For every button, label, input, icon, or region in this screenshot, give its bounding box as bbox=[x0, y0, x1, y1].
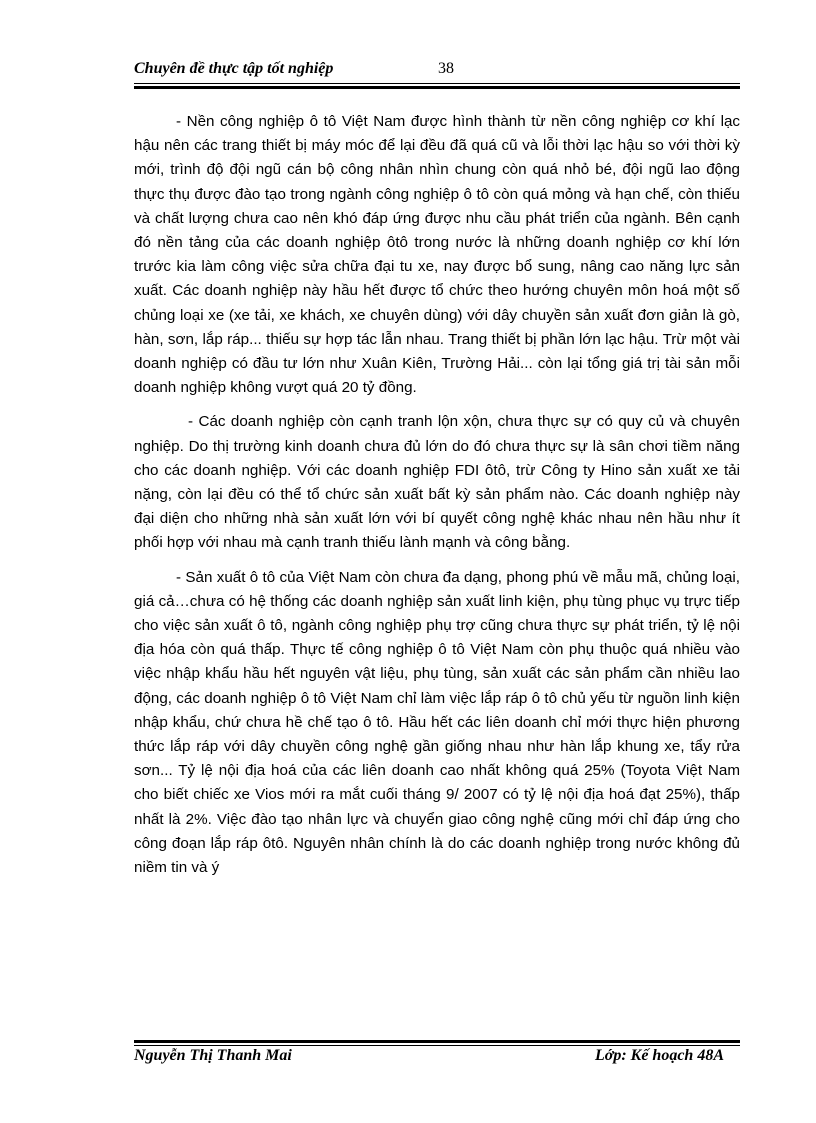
header-rule-thick bbox=[134, 86, 740, 89]
document-body bbox=[134, 110, 740, 890]
paragraph-2: - Các doanh nghiệp còn cạnh tranh lộn xộn, chưa thực sự có quy củ và chuyên nghiệp. Do thị trường kinh doanh chưa đủ lớn do đó chưa thực sự là sân chơi tiềm năng cho các doanh nghiệp. Với các doanh nghiệp FDI ôtô, trừ Công ty Hino sản xuất xe tải nặng, còn lại đều có thể tổ chức sản xuất bất kỳ sản phẩm nào. Các doanh nghiệp này đại diện cho những nhà sản xuất lớn với bí quyết công nghệ khác nhau nên hầu như ít phối hợp với nhau mà cạnh tranh thiếu lành mạnh và công bằng. bbox=[134, 413, 740, 552]
footer-author: Nguyễn Thị Thanh Mai bbox=[134, 1047, 292, 1064]
page-number: 38 bbox=[438, 60, 454, 77]
footer-rule-thin bbox=[134, 1045, 740, 1046]
paragraph-3: - Sản xuất ô tô của Việt Nam còn chưa đa dạng, phong phú về mẫu mã, chủng loại, giá cả…chưa có hệ thống các doanh nghiệp sản xuất linh kiện, phụ tùng phục vụ trực tiếp cho việc sản xuất ô tô, ngành công nghiệp phụ trợ cũng chưa thực sự phát triển, tỷ lệ nội địa hóa còn quá thấp. Thực tế công nghiệp ô tô Việt Nam còn phụ thuộc quá nhiều vào việc nhập khẩu hầu hết nguyên vật liệu, phụ tùng, sản xuất các sản phẩm cần nhiều lao động, các doanh nghiệp ô tô Việt Nam chỉ làm việc lắp ráp ô tô chủ yếu từ nguồn linh kiện nhập khẩu, chứ chưa hề chế tạo ô tô. Hầu hết các liên doanh chỉ mới thực hiện phương thức lắp ráp với dây chuyền công nghệ gần giống nhau như hàn lắp khung xe, tẩy rửa sơn... Tỷ lệ nội địa hoá của các liên doanh cao nhất không quá 25% (Toyota Việt Nam cho biết chiếc xe Vios mới ra mắt cuối tháng 9/ 2007 có tỷ lệ nội địa hoá đạt 25%), thấp nhất là 2%. Việc đào tạo nhân lực và chuyển giao công nghệ cũng mới chỉ đáp ứng cho công đoạn lắp ráp ôtô. Nguyên nhân chính là do các doanh nghiệp trong nước không đủ niềm tin và ý bbox=[134, 568, 740, 877]
footer-class: Lớp: Kế hoạch 48A bbox=[594, 1047, 724, 1064]
paragraph-1: - Nền công nghiệp ô tô Việt Nam được hình thành từ nền công nghiệp cơ khí lạc hậu nên các trang thiết bị máy móc để lại đều đã quá cũ và lỗi thời lạc hậu so với thời kỳ mới, trình độ đội ngũ cán bộ công nhân nhìn chung còn quá nhỏ bé, đội ngũ lao động thực thụ được đào tạo trong ngành công nghiệp ô tô còn quá mỏng và hạn chế, còn thiếu và chất lượng chưa cao nên khó đáp ứng được nhu cầu phát triển của ngành. Bên cạnh đó nền tảng của các doanh nghiệp ôtô trong nước là những doanh nghiệp cơ khí lớn trước kia làm công việc sửa chữa đại tu xe, nay được bổ sung, nâng cao năng lực sản xuất. Các doanh nghiệp này hầu hết được tổ chức theo hướng chuyên môn hoá một số chủng loại xe (xe tải, xe khách, xe chuyên dùng) với dây chuyền sản xuất đơn giản là gò, hàn, sơn, lắp ráp... thiếu sự hợp tác lẫn nhau. Trang thiết bị phần lớn lạc hậu. Trừ một vài doanh nghiệp có đầu tư lớn như Xuân Kiên, Trường Hải... còn lại tổng giá trị tài sản mỗi doanh nghiệp không vượt quá 20 tỷ đồng. bbox=[134, 113, 740, 397]
footer-rule-thick bbox=[134, 1040, 740, 1043]
page-header bbox=[134, 58, 740, 82]
header-rule-thin bbox=[134, 83, 740, 84]
header-title: Chuyên đề thực tập tốt nghiệp bbox=[134, 60, 334, 77]
